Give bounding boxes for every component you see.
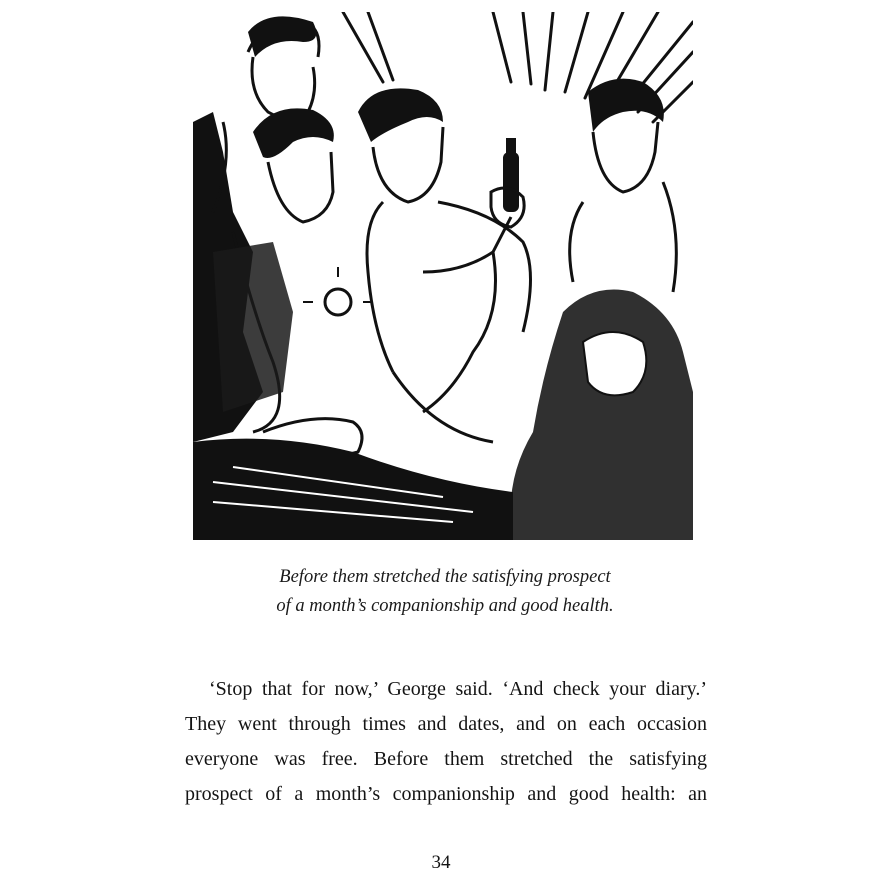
caption-line: of a month’s companionship and good health.: [276, 596, 614, 616]
body-paragraph: [185, 672, 707, 812]
body-line: They went through times and dates, and on each occasion: [185, 713, 707, 735]
figure-caption: [150, 563, 740, 621]
caption-line: Before them stretched the satisfying prospect: [279, 567, 611, 587]
illustration-children-with-bottle: [193, 12, 693, 540]
illustration: [193, 12, 693, 540]
body-line: prospect of a month’s companionship and good health: an: [185, 783, 707, 805]
page-number: 34: [431, 852, 451, 873]
body-line: ‘Stop that for now,’ George said. ‘And check your diary.’: [209, 678, 707, 700]
body-line: everyone was free. Before them stretched the satisfying: [185, 748, 707, 770]
